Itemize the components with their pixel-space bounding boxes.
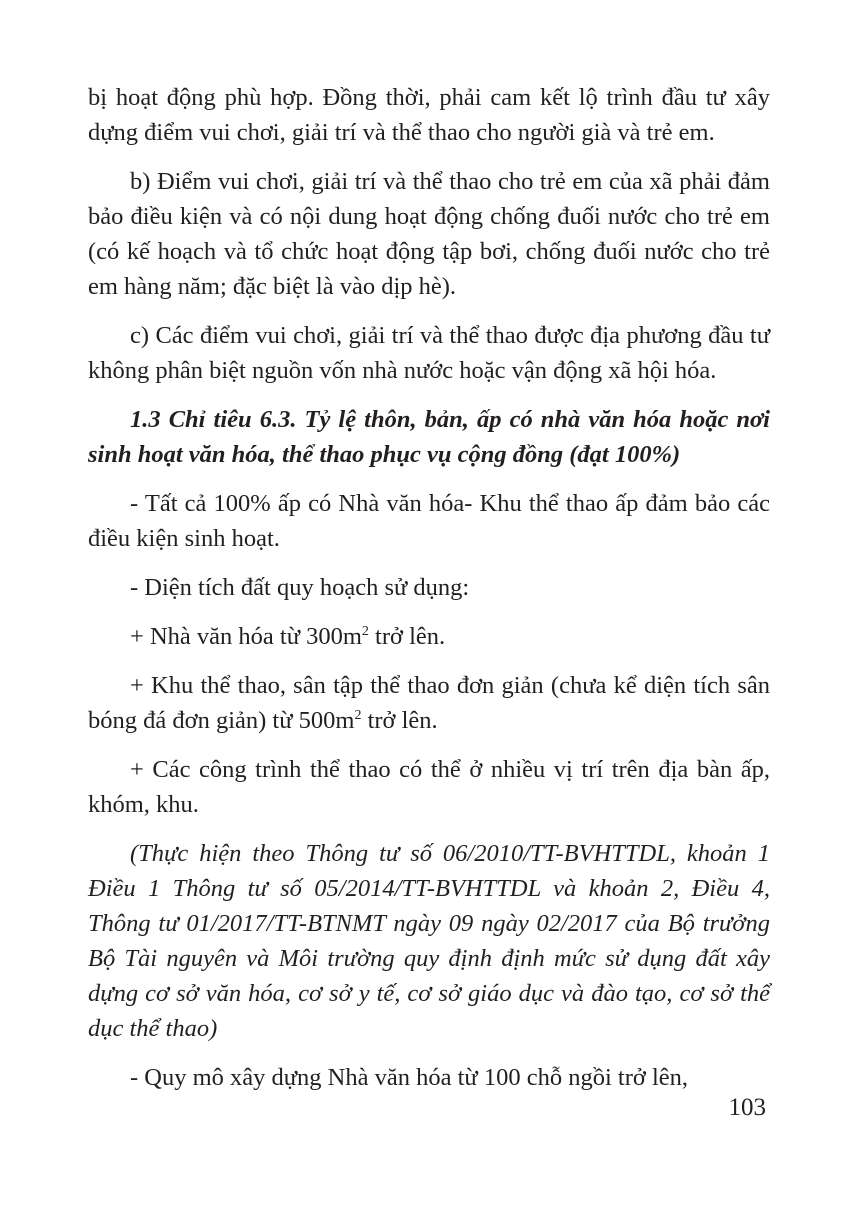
legal-citation: (Thực hiện theo Thông tư số 06/2010/TT-BVHTTDL, khoản 1 Điều 1 Thông tư số 05/2014/TT-BVHTTDL và khoản 2, Điều 4, Thông tư 01/2017/TT-BTNMT ngày 09 ngày 02/2017 của Bộ trưởng Bộ Tài nguyên và Môi trường quy định định mức sử dụng đất xây dựng cơ sở văn hóa, cơ sở y tế, cơ sở giáo dục và đào tạo, cơ sở thể dục thể thao): [88, 840, 770, 1042]
paragraph-b: b) Điểm vui chơi, giải trí và thể thao cho trẻ em của xã phải đảm bảo điều kiện và có nội dung hoạt động chống đuối nước cho trẻ em (có kế hoạch và tổ chức hoạt động tập bơi, chống đuối nước cho trẻ em hàng năm; đặc biệt là vào dịp hè).: [88, 168, 770, 300]
paragraph-culture-house-area: [88, 619, 770, 654]
paragraph-scale: - Quy mô xây dựng Nhà văn hóa từ 100 chỗ ngồi trở lên,: [130, 1064, 688, 1091]
section-heading: 1.3 Chỉ tiêu 6.3. Tỷ lệ thôn, bản, ấp có nhà văn hóa hoặc nơi sinh hoạt văn hóa, thể thao phục vụ cộng đồng (đạt 100%): [88, 406, 770, 468]
paragraph-continuation: bị hoạt động phù hợp. Đồng thời, phải cam kết lộ trình đầu tư xây dựng điểm vui chơi, giải trí và thể thao cho người già và trẻ em.: [88, 84, 770, 146]
text-part: trở lên.: [361, 707, 438, 734]
text-part: trở lên.: [368, 623, 446, 650]
page-number: 103: [728, 1094, 766, 1121]
text-part: + Nhà văn hóa từ 300m: [130, 623, 362, 650]
superscript: 2: [354, 708, 362, 723]
superscript: 2: [361, 624, 369, 639]
paragraph-all-hamlets: - Tất cả 100% ấp có Nhà văn hóa- Khu thể thao ấp đảm bảo các điều kiện sinh hoạt.: [88, 490, 770, 552]
paragraph-land-area: - Diện tích đất quy hoạch sử dụng:: [130, 574, 470, 601]
text-part: + Khu thể thao, sân tập thể thao đơn giản (chưa kể diện tích sân bóng đá đơn giản) từ 500m: [88, 672, 770, 734]
paragraph-sports-works: + Các công trình thể thao có thể ở nhiều vị trí trên địa bàn ấp, khóm, khu.: [88, 756, 770, 818]
page-body: [88, 80, 770, 1109]
paragraph-c: c) Các điểm vui chơi, giải trí và thể thao được địa phương đầu tư không phân biệt nguồn vốn nhà nước hoặc vận động xã hội hóa.: [88, 322, 770, 384]
paragraph-sports-area: [88, 668, 770, 738]
